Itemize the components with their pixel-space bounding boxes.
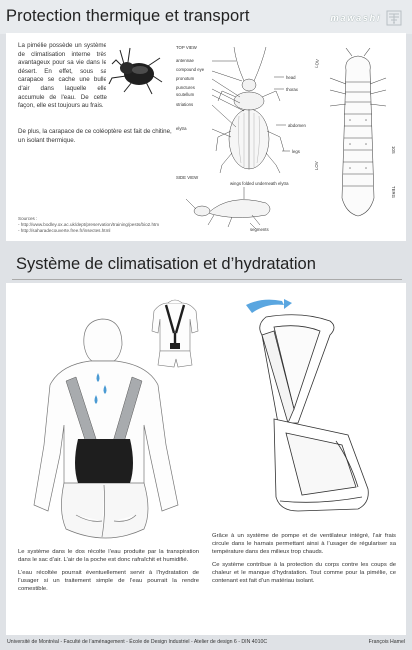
label-elytra: elytra (176, 126, 187, 131)
label-punctures: punctures (176, 85, 195, 90)
source-link-1[interactable]: - http://www.bodley.ox.ac.uk/dept/preservation/training/pests/bio2.htm (18, 222, 160, 228)
ventilation-description (212, 532, 396, 591)
beetle-photo (106, 42, 166, 96)
harness-product-render (222, 291, 390, 523)
footer-author: François Hamel (368, 639, 405, 645)
right-paragraph-2: Ce système contribue à la protection du corps contre les coups de chaleur et le manque d’hydratation. Tout comme pour la pimélie, ce contenant est fait d’un matériau isolant. (212, 562, 396, 585)
footer-institution: Université de Montréal - Faculté de l’aménagement - École de Design Industriel - Atelier de design 6 - DIN 4010C (7, 639, 268, 645)
label-striations: striations (176, 102, 194, 107)
section1-title: Protection thermique et transport (6, 7, 250, 25)
label-legs: legs (292, 149, 300, 154)
airflow-arrow-icon (246, 300, 284, 313)
larva-label-1: LOV (314, 58, 321, 69)
sources-block (18, 216, 248, 235)
header-bar (0, 0, 412, 34)
top-view-label: TOP VIEW (176, 45, 197, 50)
left-paragraph-1: Le système dans le dos récolte l’eau produite par la transpiration dans le sac d’air. L’air de la poche est donc rafraîchit et humidifié. (18, 549, 199, 564)
brand-logo (330, 10, 402, 26)
label-segments: segments (250, 227, 269, 232)
collection-description (18, 548, 199, 598)
label-thorax: thorax (286, 87, 298, 92)
section2-title: Système de climatisation et d’hydratation (16, 255, 316, 273)
brand-name: mawashi (330, 12, 381, 24)
section2-divider (12, 279, 402, 280)
larva-diagram (314, 48, 402, 223)
larva-label-2: 10S (391, 146, 396, 154)
pimelia-description: La pimélie possède un système de climatisation interne très avantageux pour sa vie dans le désert. En effet, sous sa carapace se cache une bulle d'air dans laquelle elle accumule de l'eau. De cette façon, elle est toujours au frais. (18, 42, 107, 110)
side-view-label: SIDE VIEW (176, 175, 199, 180)
label-head: head (286, 75, 296, 80)
source-link-2[interactable]: - http://saharadecouverte.free.fr/insectes.html (18, 228, 111, 234)
label-antennae: antennae (176, 58, 194, 63)
larva-label-4: TERG (391, 186, 396, 198)
label-pronotum: pronotum (176, 76, 195, 81)
left-paragraph-2: L’eau récoltée pourrait éventuellement servir à l’hydratation de l’usager si un traitement simple de l’eau pourrait la rendre comestible. (18, 570, 199, 593)
beetle-top-view-diagram (174, 41, 312, 176)
label-abdomen: abdomen (288, 123, 306, 128)
sources-label: Sources : (18, 216, 38, 221)
footer-bar (0, 635, 412, 650)
harness-back-view (32, 315, 182, 551)
label-scutellum: scutellum (176, 92, 195, 97)
brand-emblem-icon (386, 10, 402, 26)
chitin-paragraph: De plus, la carapace de ce coléoptère est fait de chitine, un isolant thermique. (18, 128, 172, 144)
thermal-protection-panel (6, 33, 406, 241)
larva-label-3: LOV (314, 161, 319, 170)
climatisation-panel (6, 283, 406, 635)
label-compound-eye: compound eye (176, 67, 205, 72)
right-paragraph-1: Grâce à un système de pompe et de ventilateur intégré, l’air frais circule dans le harnais permettant ainsi à l’usager de régulariser sa température dans des milieux trop chauds. (212, 533, 396, 556)
label-wings-folded: wings folded underneath elytra (230, 181, 289, 186)
intro-paragraph (18, 42, 107, 116)
